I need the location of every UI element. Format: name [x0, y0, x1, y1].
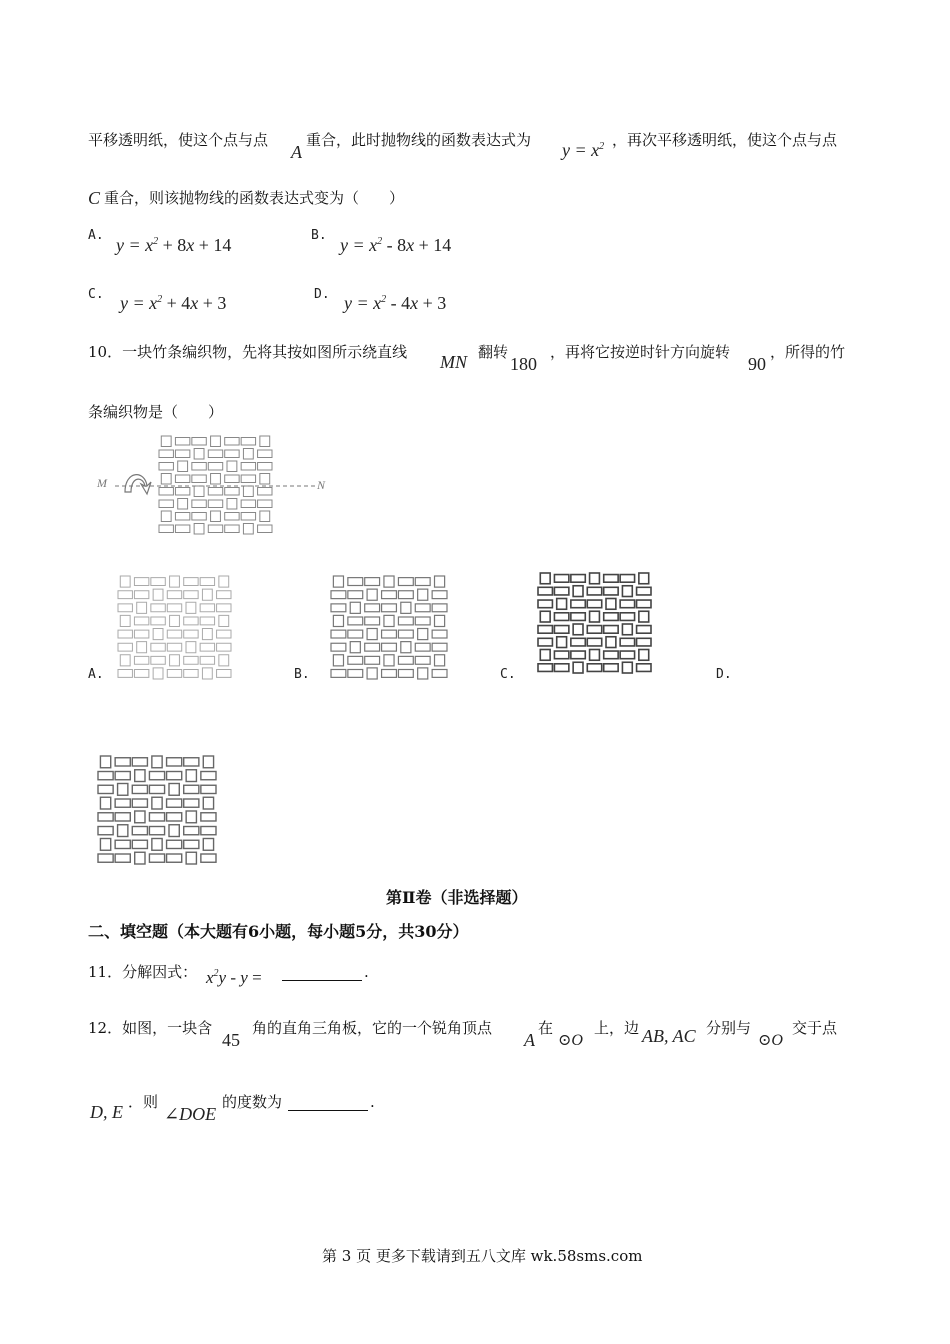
weave-strip: [217, 643, 231, 651]
weave-strip: [153, 589, 163, 600]
weave-strip: [132, 758, 147, 766]
weave-strip: [418, 668, 428, 679]
weave-strip: [202, 589, 212, 600]
weave-strip: [137, 642, 147, 653]
weave-strip: [167, 772, 182, 780]
choice-d-figure[interactable]: [97, 755, 217, 865]
weave-strip: [415, 656, 430, 664]
section-title: 第Ⅱ卷（非选择题）: [386, 888, 528, 907]
weave-strip: [604, 575, 618, 583]
weave-strip: [152, 797, 162, 809]
weave-strip: [333, 655, 343, 666]
q12-text-7: ．则: [128, 1093, 159, 1111]
weave-strip: [587, 600, 601, 608]
choice-c-figure[interactable]: [537, 572, 652, 674]
q11-text: 11．分解因式：: [88, 963, 198, 981]
weave-strip: [219, 655, 229, 666]
weave-strip: [217, 630, 231, 638]
q12-var-a: A: [524, 1030, 535, 1050]
label-m: M: [97, 476, 107, 490]
q10-text-3: ，再将它按逆时针方向旋转: [550, 343, 731, 361]
weave-strip: [382, 670, 397, 678]
choice-b-figure[interactable]: [330, 575, 448, 680]
weave-strip: [186, 770, 196, 782]
q10-text-5: 条编织物是（ ）: [88, 403, 224, 421]
weave-strip: [167, 670, 181, 678]
weave-strip: [132, 827, 147, 835]
weave-strip: [331, 630, 346, 638]
weave-strip: [637, 664, 651, 672]
weave-strip: [348, 617, 363, 625]
weave-strip: [554, 651, 568, 659]
weave-strip: [151, 643, 165, 651]
weave-strip: [98, 772, 113, 780]
weave-strip: [415, 604, 430, 612]
weave-strip: [135, 811, 145, 823]
weave-strip: [620, 613, 634, 621]
weave-strip: [118, 604, 132, 612]
weave-strip: [118, 630, 132, 638]
mn-axis-line: [95, 430, 335, 545]
weave-strip: [571, 575, 585, 583]
weave-strip: [590, 650, 600, 661]
weave-strip: [557, 599, 567, 610]
choice-c-label[interactable]: C.: [500, 667, 516, 682]
weave-strip: [98, 854, 113, 862]
weave-strip: [201, 813, 216, 821]
weave-strip: [151, 617, 165, 625]
weave-strip: [153, 629, 163, 640]
choice-a-figure[interactable]: [117, 575, 232, 680]
weave-strip: [348, 591, 363, 599]
weave-strip: [435, 655, 445, 666]
weave-strip: [382, 604, 397, 612]
weave-strip: [367, 629, 377, 640]
weave-strip: [554, 575, 568, 583]
weave-strip: [184, 630, 198, 638]
weave-strip: [350, 642, 360, 653]
weave-strip: [186, 602, 196, 613]
weave-strip: [201, 854, 216, 862]
weave-strip: [149, 827, 164, 835]
weave-strip: [573, 624, 583, 635]
weave-strip: [167, 643, 181, 651]
weave-strip: [604, 613, 618, 621]
weave-strip: [167, 604, 181, 612]
weave-strip: [365, 578, 380, 586]
weave-strip: [415, 578, 430, 586]
weave-strip: [217, 591, 231, 599]
q9-option-d-expr: $y = x^2 - 4x + 3$: [344, 293, 447, 313]
weave-strip: [184, 758, 199, 766]
q9-option-a-expr: $y = x^2 + 8x + 14$: [116, 235, 232, 255]
weave-strip: [184, 827, 199, 835]
weave-strip: [622, 586, 632, 597]
weave-strip: [219, 576, 229, 587]
weave-strip: [132, 840, 147, 848]
weave-strip: [538, 664, 552, 672]
weave-strip: [637, 638, 651, 646]
weave-strip: [398, 578, 413, 586]
weave-strip: [202, 629, 212, 640]
weave-strip: [118, 784, 128, 796]
weave-strip: [331, 604, 346, 612]
weave-strip: [432, 670, 447, 678]
weave-strip: [350, 602, 360, 613]
weave-strip: [587, 664, 601, 672]
q12-points: D, E: [90, 1102, 123, 1122]
weave-strip: [151, 578, 165, 586]
q10-text-2: 翻转: [478, 343, 509, 361]
weave-strip: [169, 825, 179, 837]
weave-strip: [134, 617, 148, 625]
weave-strip: [348, 656, 363, 664]
weave-strip: [554, 587, 568, 595]
weave-strip: [606, 599, 616, 610]
weave-strip: [135, 852, 145, 864]
weave-strip: [120, 576, 130, 587]
weave-strip: [590, 611, 600, 622]
weave-strip: [398, 670, 413, 678]
weave-strip: [415, 643, 430, 651]
weave-strip: [415, 617, 430, 625]
weave-strip: [432, 643, 447, 651]
q12-text-3: 在: [538, 1019, 554, 1037]
weave-strip: [118, 825, 128, 837]
q12-text-4: 上，边: [594, 1019, 640, 1037]
weave-strip: [571, 638, 585, 646]
weave-strip: [201, 785, 216, 793]
weave-strip: [152, 839, 162, 851]
weave-strip: [432, 604, 447, 612]
weave-strip: [184, 591, 198, 599]
weave-strip: [398, 630, 413, 638]
q12-text-5: 分别与: [706, 1019, 752, 1037]
weave-strip: [200, 643, 214, 651]
weave-strip: [571, 613, 585, 621]
weave-strip: [365, 656, 380, 664]
weave-strip: [115, 799, 130, 807]
weave-strip: [98, 785, 113, 793]
weave-strip: [137, 602, 147, 613]
weave-strip: [118, 591, 132, 599]
q10-main-figure: [95, 430, 335, 545]
weave-strip: [184, 578, 198, 586]
weave-strip: [620, 575, 634, 583]
q12-text-1: 12．如图，一块含: [88, 1019, 213, 1037]
q10-text-4: ，所得的竹: [770, 343, 846, 361]
weave-strip: [384, 655, 394, 666]
choice-d-label[interactable]: D.: [716, 667, 732, 682]
weave-strip: [184, 617, 198, 625]
weave-strip: [538, 626, 552, 634]
weave-strip: [167, 799, 182, 807]
weave-strip: [540, 611, 550, 622]
q9-option-c-label: C.: [88, 287, 104, 302]
weave-strip: [98, 813, 113, 821]
weave-strip: [184, 840, 199, 848]
weave-strip: [203, 839, 213, 851]
weave-strip: [149, 785, 164, 793]
weave-strip: [604, 651, 618, 659]
q9-option-b-expr: $y = x^2 - 8x + 14$: [340, 235, 452, 255]
weave-strip: [201, 827, 216, 835]
weave-strip: [169, 784, 179, 796]
weave-strip: [622, 662, 632, 673]
weave-strip: [540, 650, 550, 661]
q9-text-3: ，再次平移透明纸，使这个点与点: [612, 131, 838, 149]
q12-num-45: 45: [222, 1030, 240, 1050]
weave-strip: [620, 638, 634, 646]
weave-strip: [418, 629, 428, 640]
q11-end: .: [364, 963, 369, 981]
weave-strip: [365, 643, 380, 651]
weave-strip: [639, 573, 649, 584]
weave-strip: [418, 589, 428, 600]
weave-strip: [620, 651, 634, 659]
q12-angle: ∠DOE: [164, 1104, 217, 1124]
weave-strip: [398, 591, 413, 599]
weave-strip: [167, 854, 182, 862]
weave-strip: [134, 670, 148, 678]
weave-strip: [331, 591, 346, 599]
page-footer: 第 3 页 更多下载请到五八文库 wk.58sms.com: [322, 1247, 643, 1265]
weave-strip: [432, 591, 447, 599]
weave-strip: [637, 626, 651, 634]
weave-strip: [435, 615, 445, 626]
q12-circle-o-2: ⊙O: [758, 1032, 783, 1049]
weave-strip: [217, 670, 231, 678]
weave-strip: [132, 799, 147, 807]
weave-strip: [571, 600, 585, 608]
weave-strip: [573, 586, 583, 597]
weave-strip: [540, 573, 550, 584]
q9-option-b-label: B.: [311, 228, 327, 243]
weave-strip: [153, 668, 163, 679]
weave-strip: [401, 642, 411, 653]
q10-text-1: 10．一块竹条编织物，先将其按如图所示绕直线: [88, 343, 408, 361]
weave-strip: [365, 617, 380, 625]
weave-strip: [639, 611, 649, 622]
weave-strip: [622, 624, 632, 635]
weave-strip: [382, 630, 397, 638]
weave-strip: [637, 587, 651, 595]
weave-strip: [120, 655, 130, 666]
weave-strip: [200, 656, 214, 664]
weave-strip: [587, 638, 601, 646]
weave-strip: [604, 626, 618, 634]
weave-strip: [167, 758, 182, 766]
weave-strip: [348, 670, 363, 678]
weave-strip: [170, 576, 180, 587]
weave-strip: [201, 772, 216, 780]
weave-strip: [571, 651, 585, 659]
weave-strip: [151, 604, 165, 612]
weave-strip: [149, 813, 164, 821]
weave-strip: [202, 668, 212, 679]
weave-strip: [132, 785, 147, 793]
weave-strip: [398, 617, 413, 625]
weave-strip: [184, 799, 199, 807]
weave-strip: [554, 664, 568, 672]
weave-strip: [170, 615, 180, 626]
weave-strip: [554, 613, 568, 621]
weave-strip: [333, 615, 343, 626]
weave-strip: [167, 591, 181, 599]
weave-strip: [557, 637, 567, 648]
weave-strip: [151, 656, 165, 664]
weave-strip: [134, 591, 148, 599]
weave-strip: [587, 626, 601, 634]
q12-text-2: 角的直角三角板，它的一个锐角顶点: [252, 1019, 493, 1037]
weave-strip: [152, 756, 162, 768]
weave-strip: [115, 772, 130, 780]
q9-option-a-label: A.: [88, 228, 104, 243]
weave-strip: [100, 839, 110, 851]
weave-strip: [167, 840, 182, 848]
choice-a-label[interactable]: A.: [88, 667, 104, 682]
choice-b-label[interactable]: B.: [294, 667, 310, 682]
weave-strip: [365, 604, 380, 612]
weave-strip: [606, 637, 616, 648]
weave-strip: [203, 797, 213, 809]
weave-strip: [384, 576, 394, 587]
weave-strip: [100, 756, 110, 768]
weave-strip: [590, 573, 600, 584]
weave-strip: [115, 758, 130, 766]
weave-strip: [134, 578, 148, 586]
weave-strip: [538, 600, 552, 608]
weave-strip: [538, 587, 552, 595]
weave-strip: [115, 854, 130, 862]
weave-strip: [98, 827, 113, 835]
q9-text-4: 重合，则该抛物线的函数表达式变为（ ）: [104, 189, 405, 207]
q9-option-d-label: D.: [314, 287, 330, 302]
q11-answer-blank[interactable]: [282, 966, 362, 981]
q9-option-c-expr: $y = x^2 + 4x + 3$: [120, 293, 227, 313]
weave-strip: [398, 656, 413, 664]
q12-answer-blank[interactable]: [288, 1096, 368, 1111]
q10-num-180: 180: [510, 354, 537, 374]
weave-strip: [186, 811, 196, 823]
label-n: N: [317, 478, 326, 492]
weave-strip: [186, 852, 196, 864]
q9-var-c: C: [88, 188, 101, 208]
weave-strip: [620, 600, 634, 608]
q12-circle-o-1: ⊙O: [558, 1032, 583, 1049]
weave-strip: [184, 670, 198, 678]
weave-strip: [367, 589, 377, 600]
q9-expr-y-x2: $y = x^2$: [562, 140, 605, 160]
weave-strip: [120, 615, 130, 626]
weave-strip: [348, 630, 363, 638]
weave-strip: [384, 615, 394, 626]
weave-strip: [200, 617, 214, 625]
weave-strip: [587, 587, 601, 595]
weave-strip: [167, 630, 181, 638]
q10-num-90: 90: [748, 354, 766, 374]
weave-strip: [604, 587, 618, 595]
weave-strip: [135, 770, 145, 782]
weave-strip: [331, 670, 346, 678]
weave-strip: [186, 642, 196, 653]
weave-strip: [604, 664, 618, 672]
weave-strip: [348, 578, 363, 586]
weave-strip: [115, 813, 130, 821]
q12-text-6: 交于点: [792, 1019, 838, 1037]
weave-strip: [118, 670, 132, 678]
weave-strip: [203, 756, 213, 768]
section-heading: 二、填空题（本大题有6小题，每小题5分，共30分）: [88, 922, 469, 941]
weave-strip: [200, 578, 214, 586]
q12-end: .: [370, 1093, 375, 1111]
q9-text-2: 重合，此时抛物线的函数表达式为: [306, 131, 532, 149]
weave-strip: [167, 813, 182, 821]
weave-strip: [134, 656, 148, 664]
weave-strip: [432, 630, 447, 638]
weave-strip: [333, 576, 343, 587]
weave-strip: [435, 576, 445, 587]
weave-strip: [382, 643, 397, 651]
weave-strip: [149, 772, 164, 780]
weave-strip: [573, 662, 583, 673]
weave-strip: [554, 626, 568, 634]
weave-strip: [538, 638, 552, 646]
q9-text-1: 平移透明纸，使这个点与点: [88, 131, 269, 149]
weave-strip: [134, 630, 148, 638]
weave-strip: [367, 668, 377, 679]
weave-strip: [401, 602, 411, 613]
weave-strip: [184, 785, 199, 793]
weave-strip: [331, 643, 346, 651]
q10-var-mn: MN: [440, 352, 467, 372]
weave-strip: [219, 615, 229, 626]
q9-var-a: A: [291, 142, 302, 162]
weave-strip: [100, 797, 110, 809]
weave-strip: [118, 643, 132, 651]
weave-strip: [170, 655, 180, 666]
weave-strip: [115, 840, 130, 848]
weave-strip: [184, 656, 198, 664]
weave-strip: [637, 600, 651, 608]
q12-sides: AB, AC: [642, 1026, 696, 1046]
weave-strip: [217, 604, 231, 612]
q11-expr: $x^2y$ - y =: [206, 968, 262, 987]
weave-strip: [149, 854, 164, 862]
weave-strip: [200, 604, 214, 612]
q12-text-8: 的度数为: [222, 1093, 283, 1111]
weave-strip: [639, 650, 649, 661]
weave-strip: [382, 591, 397, 599]
